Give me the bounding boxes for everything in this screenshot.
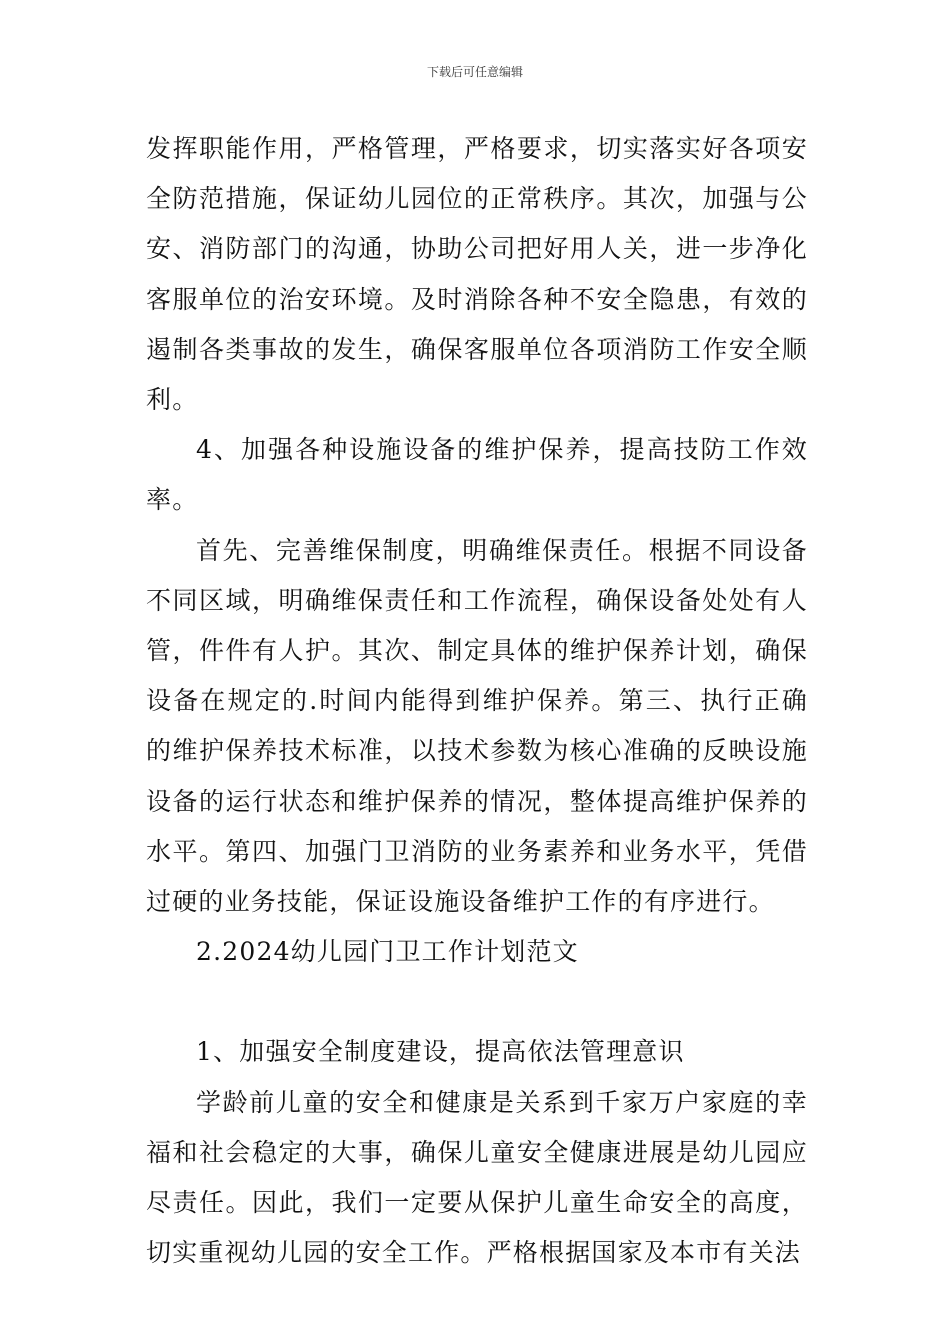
page-header: 下载后可任意编辑 (426, 65, 523, 79)
section-heading: 2.2024幼儿园门卫工作计划范文 (196, 937, 579, 967)
blank-line (146, 977, 808, 1027)
paragraph-item-1: 1、加强安全制度建设，提高依法管理意识 (196, 1037, 685, 1067)
paragraph-safety: 学龄前儿童的安全和健康是关系到千家万户家庭的幸福和社会稳定的大事，确保儿童安全健康进展是幼儿园应尽责任。因此，我们一定要从保护儿童生命安全的高度，切实重视幼儿园的安全工作。严格根据国家及本市有关法 (146, 1087, 808, 1268)
paragraph-continuation: 发挥职能作用，严格管理，严格要求，切实落实好各项安全防范措施，保证幼儿园位的正常秩序。其次，加强与公安、消防部门的沟通，协助公司把好用人关，进一步净化客服单位的治安环境。及时消除各种不安全隐患，有效的遏制各类事故的发生，确保客服单位各项消防工作安全顺利。 (146, 134, 808, 415)
paragraph-item-4: 4、加强各种设施设备的维护保养，提高技防工作效率。 (146, 435, 808, 515)
paragraph-maintenance: 首先、完善维保制度，明确维保责任。根据不同设备不同区域，明确维保责任和工作流程，确保设备处处有人管，件件有人护。其次、制定具体的维护保养计划，确保设备在规定的.时间内能得到维护保养。第三、执行正确的维护保养技术标准，以技术参数为核心准确的反映设施设备的运行状态和维护保养的情况，整体提高维护保养的水平。第四、加强门卫消防的业务素养和业务水平，凭借过硬的业务技能，保证设施设备维护工作的有序进行。 (146, 535, 808, 917)
document-body (146, 124, 808, 1278)
